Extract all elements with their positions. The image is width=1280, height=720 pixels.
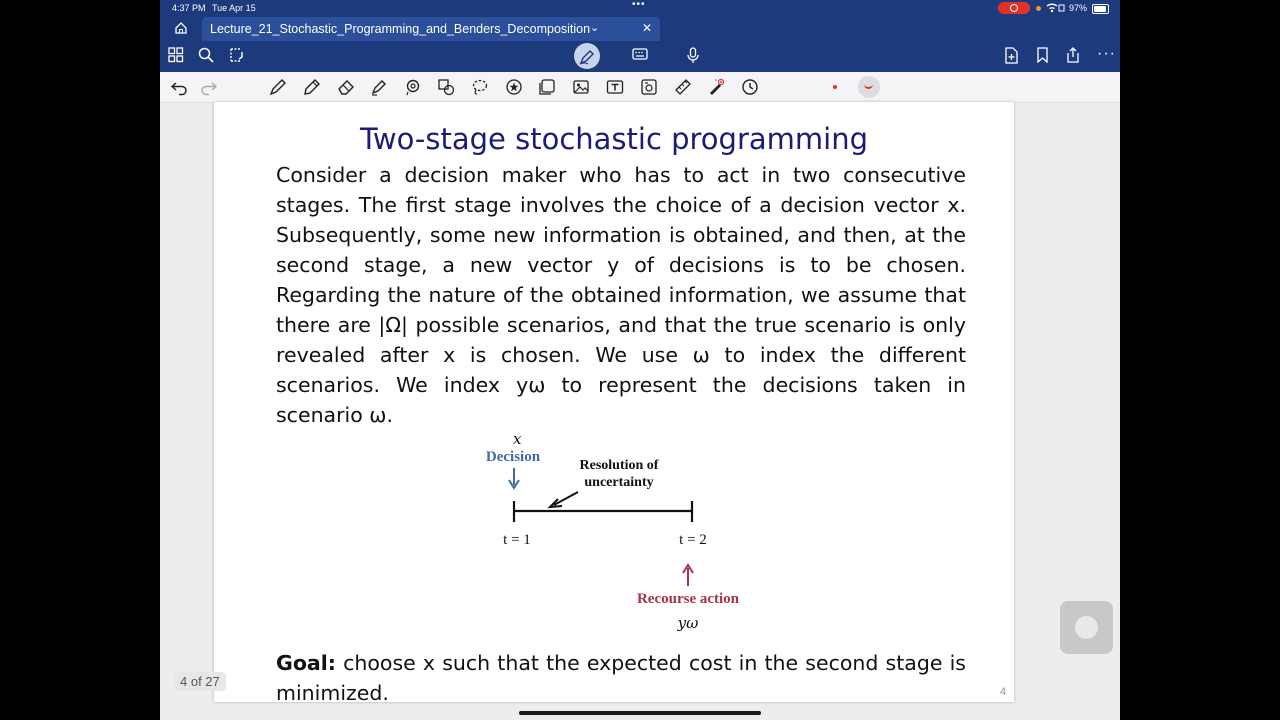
fig-t2-label: t = 2 <box>679 532 707 548</box>
screen-recording-icon[interactable] <box>998 2 1030 14</box>
mic-indicator-icon <box>1036 6 1041 11</box>
home-icon[interactable] <box>174 21 188 40</box>
slide-paragraph <box>276 160 966 430</box>
more-icon[interactable]: ··· <box>1097 45 1116 62</box>
fig-resolution-label-2: uncertainty <box>584 475 654 490</box>
add-page-icon[interactable] <box>1004 47 1024 67</box>
slide-page-number: 4 <box>1000 686 1007 698</box>
undo-icon[interactable] <box>170 78 188 96</box>
pdf-page[interactable] <box>214 102 1014 705</box>
ipad-screen <box>160 0 1120 720</box>
chevron-down-icon[interactable]: ⌄ <box>590 22 600 34</box>
fig-x-label: x <box>513 430 522 448</box>
home-indicator[interactable] <box>519 711 761 715</box>
fig-decision-label: Decision <box>485 449 541 465</box>
assistive-touch-button[interactable] <box>1060 601 1113 654</box>
annotation-toolbar <box>160 72 1120 103</box>
fig-y-label: yω <box>677 614 699 632</box>
eraser-icon[interactable] <box>337 78 355 96</box>
fig-t1-label: t = 1 <box>503 532 531 548</box>
color-swatch-red[interactable] <box>833 85 837 89</box>
highlighter-icon[interactable] <box>370 78 388 96</box>
fig-recourse-label: Recourse action <box>636 591 740 607</box>
microphone-icon[interactable] <box>686 47 706 67</box>
goal-statement <box>276 648 966 708</box>
goal-text: choose x such that the expected cost in the second stage is minimized. <box>276 651 966 705</box>
battery-icon <box>1092 4 1109 14</box>
multitask-dots-icon[interactable]: ••• <box>632 0 646 10</box>
sticker-icon[interactable] <box>538 78 556 96</box>
star-icon[interactable] <box>505 78 523 96</box>
laser-pointer-icon[interactable] <box>707 78 725 96</box>
timeline-diagram <box>472 430 772 635</box>
stroke-style-button[interactable] <box>858 76 880 98</box>
text-icon[interactable] <box>606 78 624 96</box>
redo-icon[interactable] <box>200 78 218 96</box>
shapes-icon[interactable] <box>437 78 455 96</box>
grid-icon[interactable] <box>168 47 188 67</box>
document-tab[interactable] <box>202 17 660 41</box>
tab-bar <box>160 17 1120 41</box>
share-icon[interactable] <box>1065 47 1085 67</box>
paragraph-text: Consider a decision maker who has to act in two consecutive stages. The first stage involves the choice of a decision vector x. Subsequently, some new information is obtained, and then, at the second stage, a new vector y of decisions is to be chosen. Regarding the nature of the obtained information, we assume that there are |Ω| possible scenarios, and that the true scenario is only revealed after x is chosen. We use ω to index the different scenarios. We index yω to represent the decisions taken in scenario ω. <box>276 163 966 427</box>
tab-title: Lecture_21_Stochastic_Programming_and_Benders_Decomposition <box>210 22 591 36</box>
pen-mode-icon <box>579 49 599 69</box>
slide-title: Two-stage stochastic programming <box>360 122 868 156</box>
camera-scan-icon[interactable] <box>640 78 658 96</box>
resolution-arrow-shaft <box>554 492 578 505</box>
status-bar <box>160 0 1120 17</box>
lasso-bookmark-icon[interactable] <box>228 47 248 67</box>
search-icon[interactable] <box>198 47 218 67</box>
ruler-icon[interactable] <box>674 78 692 96</box>
pen-icon[interactable] <box>269 78 287 96</box>
goal-label: Goal: <box>276 651 336 675</box>
shapes-lasso-icon[interactable] <box>404 78 422 96</box>
top-toolbar <box>160 41 1120 72</box>
wifi-icon <box>1045 2 1065 15</box>
keyboard-icon[interactable] <box>632 47 652 67</box>
clock-icon[interactable] <box>741 78 759 96</box>
lasso-icon[interactable] <box>471 78 489 96</box>
pencil-icon[interactable] <box>303 78 321 96</box>
page-indicator[interactable]: 4 of 27 <box>174 672 226 691</box>
fig-resolution-label-1: Resolution of <box>579 458 659 473</box>
bookmark-icon[interactable] <box>1036 47 1056 67</box>
battery-percent: 97% <box>1069 3 1088 13</box>
close-icon[interactable]: ✕ <box>642 21 653 35</box>
status-time: 4:37 PM <box>172 3 206 13</box>
status-date: Tue Apr 15 <box>212 3 256 13</box>
image-icon[interactable] <box>572 78 590 96</box>
